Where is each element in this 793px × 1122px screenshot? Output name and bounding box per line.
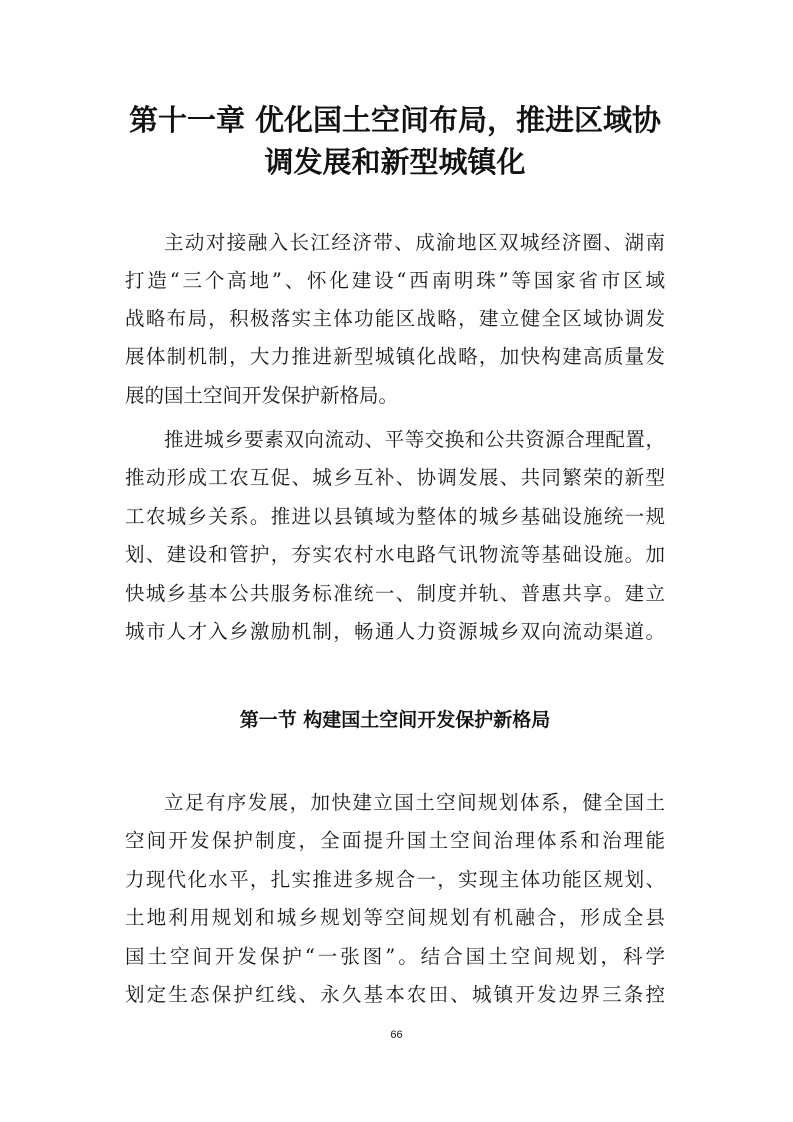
paragraph-line: 划定生态保护红线、永久基本农田、城镇开发边界三条控 — [125, 983, 665, 1006]
paragraph-line: 主动对接融入长江经济带、成渝地区双城经济圈、湖南 — [164, 231, 665, 254]
paragraph-line: 力现代化水平，扎实推进多规合一，实现主体功能区规划、 — [125, 868, 665, 891]
paragraph-line: 立足有序发展，加快建立国土空间规划体系，健全国土 — [164, 791, 665, 814]
paragraph-line: 划、建设和管护，夯实农村水电路气讯物流等基础设施。加 — [125, 543, 665, 566]
section-title: 第一节 构建国土空间开发保护新格局 — [239, 709, 551, 731]
paragraph-line: 展的国土空间开发保护新格局。 — [125, 384, 399, 407]
paragraph-line: 空间开发保护制度，全面提升国土空间治理体系和治理能 — [125, 829, 665, 852]
paragraph-line: 城市人才入乡激励机制，畅通人力资源城乡双向流动渠道。 — [125, 620, 665, 643]
paragraph-line: 推动形成工农互促、城乡互补、协调发展、共同繁荣的新型 — [125, 466, 665, 489]
page-number: 66 — [390, 1029, 403, 1041]
paragraph-line: 土地利用规划和城乡规划等空间规划有机融合，形成全县 — [125, 906, 665, 929]
chapter-title-line-2: 调发展和新型城镇化 — [264, 145, 526, 179]
chapter-title-line-1: 第十一章 优化国土空间布局，推进区域协 — [128, 103, 662, 137]
paragraph-line: 国土空间开发保护“一张图”。结合国土空间规划，科学 — [125, 945, 665, 968]
paragraph-line: 战略布局，积极落实主体功能区战略，建立健全区域协调发 — [125, 307, 665, 330]
paragraph-line: 打造“三个高地”、怀化建设“西南明珠”等国家省市区域 — [125, 269, 665, 292]
paragraph-line: 快城乡基本公共服务标准统一、制度并轨、普惠共享。建立 — [125, 582, 665, 605]
paragraph-line: 工农城乡关系。推进以县镇域为整体的城乡基础设施统一规 — [125, 505, 665, 528]
paragraph-line: 展体制机制，大力推进新型城镇化战略，加快构建高质量发 — [125, 345, 665, 368]
paragraph-line: 推进城乡要素双向流动、平等交换和公共资源合理配置， — [164, 428, 665, 451]
